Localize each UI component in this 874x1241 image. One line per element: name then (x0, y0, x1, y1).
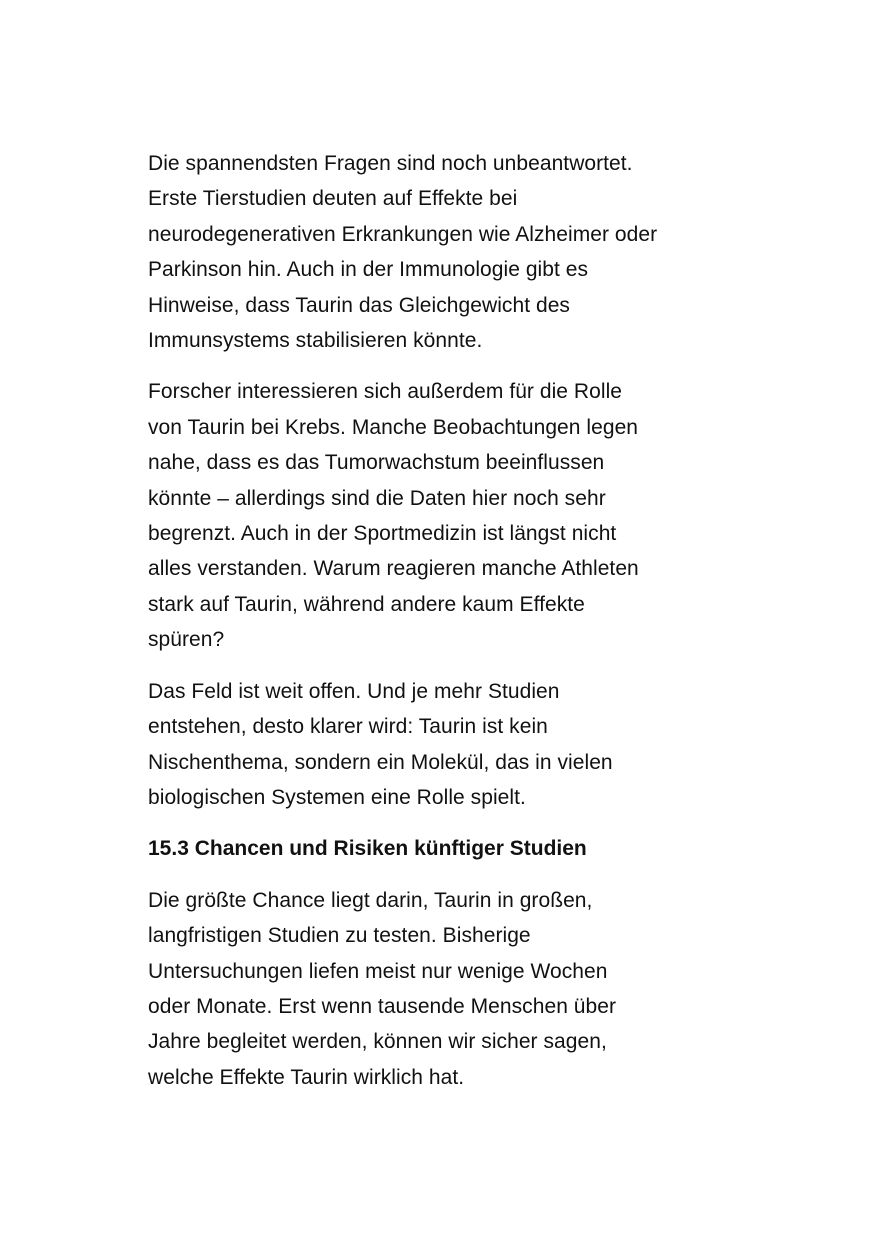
paragraph-spacer (148, 815, 748, 831)
paragraph-spacer (148, 358, 748, 374)
paragraph-open-field: Das Feld ist weit offen. Und je mehr Studien entstehen, desto klarer wird: Taurin ist kein Nischenthema, sondern ein Molekül, das in vielen biologischen Systemen eine Rolle spielt. (148, 679, 613, 809)
page-content (148, 146, 748, 1095)
paragraph-open-questions: Die spannendsten Fragen sind noch unbeantwortet. Erste Tierstudien deuten auf Effekte bei neurodegenerativen Erkrankungen wie Alzheimer oder Parkinson hin. Auch in der Immunologie gibt es Hinweise, dass Taurin das Gleichgewicht des Immunsystems stabilisieren könnte. (148, 152, 658, 353)
paragraph-long-term-studies: Die größte Chance liegt darin, Taurin in großen, langfristigen Studien zu testen. Bisherige Untersuchungen liefen meist nur wenige Wochen oder Monate. Erst wenn tausende Menschen über Jahre begleitet werden, können wir sicher sagen, welche Effekte Taurin wirklich hat. (148, 888, 617, 1089)
paragraph-spacer (148, 658, 748, 674)
section-heading: 15.3 Chancen und Risiken künftiger Studien (148, 837, 587, 861)
paragraph-cancer-sports: Forscher interessieren sich außerdem für die Rolle von Taurin bei Krebs. Manche Beobachtungen legen nahe, dass es das Tumorwachstum beeinflussen könnte – allerdings sind die Daten hier noch sehr begrenzt. Auch in der Sportmedizin ist längst nicht alles verstanden. Warum reagieren manche Athleten stark auf Taurin, während andere kaum Effekte spüren? (148, 380, 639, 652)
paragraph-spacer (148, 867, 748, 883)
